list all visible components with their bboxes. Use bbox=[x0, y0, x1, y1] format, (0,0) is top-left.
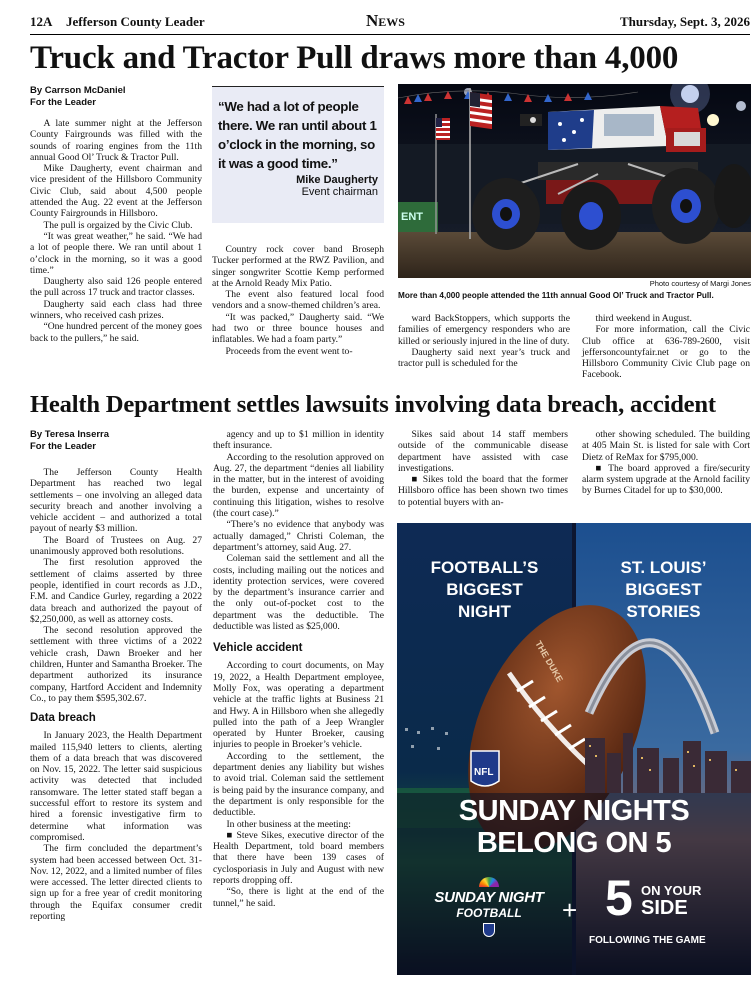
ad-right-line-2: BIGGEST bbox=[625, 580, 702, 599]
paragraph: The first resolution approved the settlement of claims asserted by three people, identified in court records as J.D., F.M. and Candice Gurley, regarding a 2022 data breach and authorized the payout of $2,250,000, as well as attorney costs. bbox=[30, 557, 202, 625]
paragraph: “One hundred percent of the money goes back to the pullers,” he said. bbox=[30, 321, 202, 344]
story2-column-1 bbox=[30, 429, 202, 922]
nfl-icon bbox=[483, 923, 495, 937]
story1-headline: Truck and Tractor Pull draws more than 4,000 bbox=[30, 40, 679, 76]
ad-left-headline bbox=[397, 557, 572, 623]
ad-left-line-1: FOOTBALL’S bbox=[430, 558, 539, 577]
paragraph: Coleman said the settlement and all the costs, including mailing out the notices and identity protection services, were covered by the department’s insurance carrier and the only out-of-pocket cost to the department was the deductible. The deductible was listed as $25,000. bbox=[213, 553, 384, 633]
pull-quote-title: Event chairman bbox=[301, 186, 378, 198]
story2-column-2-text bbox=[213, 429, 384, 632]
byline-author: By Teresa Inserra bbox=[30, 429, 110, 440]
paragraph: “There’s no evidence that anybody was actually damaged,” Christi Coleman, the department’s attorney, said Aug. 27. bbox=[213, 519, 384, 553]
on-your-text: ON YOUR bbox=[641, 883, 702, 898]
side-text: SIDE bbox=[641, 897, 688, 919]
paragraph: ward BackStoppers, which supports the families of emergency responders who are killed or seriously injured in the line of duty. bbox=[398, 313, 570, 347]
photo-sign-text: ENT bbox=[401, 211, 423, 223]
paragraph: Proceeds from the event went to- bbox=[225, 345, 353, 357]
ad-tagline-line-1: SUNDAY NIGHTS bbox=[458, 795, 690, 827]
subhead-vehicle-accident: Vehicle accident bbox=[213, 642, 303, 655]
paragraph: other showing scheduled. The building at 405 Main St. is listed for sale with Cort Dietz of ReMax for $795,000. bbox=[582, 429, 750, 463]
story1-column-2 bbox=[212, 244, 384, 357]
snf-logo-line-2: FOOTBALL bbox=[456, 906, 522, 920]
paragraph: The event also featured local food vendors and a snow-themed children’s area. bbox=[212, 289, 384, 312]
story2-column-1-text-b bbox=[30, 730, 202, 922]
paragraph: The pull is orgaized by the Civic Club. bbox=[43, 219, 193, 231]
paragraph: Daugherty also said 126 people entered the pull across 17 truck and tractor classes. bbox=[30, 276, 202, 299]
channel-five: 5 bbox=[605, 870, 633, 926]
paragraph: The Jefferson County Health Department has reached two legal settlements – one involving an alleged data security breach and another involving a vehicle accident – and authorized a total payout of nearly $3 million. bbox=[30, 467, 202, 535]
ad-tagline bbox=[397, 795, 751, 859]
monster-truck-photo bbox=[398, 84, 751, 278]
paper-name: Jefferson County Leader bbox=[66, 14, 205, 29]
photo-credit: Photo courtesy of Margi Jones bbox=[649, 279, 751, 288]
snf-logo bbox=[429, 877, 549, 937]
paragraph: “It was great weather,” he said. “We had a lot of people there. We ran until about 1 o’clock in the morning, so it was a good time.” bbox=[30, 230, 202, 276]
ball-text: THE DUKE bbox=[533, 639, 565, 684]
paragraph: The Board of Trustees on Aug. 27 unanimously approved both resolutions. bbox=[30, 534, 202, 558]
ad-right-line-1: ST. LOUIS’ bbox=[620, 558, 707, 577]
issue-date: Thursday, Sept. 3, 2026 bbox=[619, 14, 750, 29]
paragraph: “So, there is light at the end of the tunnel,” he said. bbox=[213, 886, 384, 909]
paragraph: “It was packed,” Daugherty said. “We had two or three bounce houses and inflatables. We had a foam party.” bbox=[212, 311, 384, 346]
byline-org: For the Leader bbox=[30, 97, 96, 108]
snf-logo-line-1: SUNDAY NIGHT bbox=[434, 889, 544, 906]
byline-org: For the Leader bbox=[30, 441, 96, 452]
paragraph: According to court documents, on May 19, 2022, a Health Department employee, Molly Fox, was operating a department vehicle at the traffic lights at Business 21 and Hwy. A in Hillsboro when she allegedly pulled into the path of a Jeep Wrangler operated by Hunter Broeker, causing injuries to people in Broeker’s vehicle. bbox=[213, 660, 384, 751]
paragraph: Daugherty said each class had three winners, who received cash prizes. bbox=[30, 298, 202, 322]
monster-truck-image bbox=[398, 84, 751, 278]
story1-byline bbox=[30, 85, 202, 109]
story2-headline: Health Department settles lawsuits involving data breach, accident bbox=[30, 391, 716, 418]
ad-plus-sign: + bbox=[562, 895, 578, 925]
paragraph: The second resolution approved the settlement with three victims of a 2022 vehicle crash, Dawn Broeker and her children, Hunter and Samantha Broeker. The department authorized its insurance company, Hartford Accident and Indemnity Co., to pay them $595,302.67. bbox=[30, 625, 202, 704]
following-text: FOLLOWING THE GAME bbox=[589, 935, 706, 946]
paragraph: ■ The board approved a fire/security alarm system upgrade at the Arnold facility by Burnes Citadel for up to $30,000. bbox=[582, 462, 750, 497]
story2-column-2 bbox=[213, 429, 384, 909]
byline-author: By Carrson McDaniel bbox=[30, 85, 126, 96]
pull-quote bbox=[212, 86, 384, 223]
paragraph: Mike Daugherty, event chairman and vice president of the Hillsboro Community Civic Club, said about 4,500 people attended the Aug. 22 event at the Jefferson County Fairgrounds in Hillsboro. bbox=[30, 163, 202, 220]
story2-column-4 bbox=[582, 429, 750, 497]
paragraph: Country rock cover band Broseph Tucker performed at the RWZ Pavilion, and singer songwriter Scottie Kemp performed at the Arnold Ready Mix Patio. bbox=[212, 244, 384, 289]
ad-right-line-3: STORIES bbox=[626, 602, 701, 621]
story1-column-3 bbox=[398, 313, 570, 369]
subhead-data-breach: Data breach bbox=[30, 712, 96, 725]
ad-left-line-2: BIGGEST bbox=[446, 580, 523, 599]
story1-column-1 bbox=[30, 118, 202, 344]
paragraph: In other business at the meeting: bbox=[226, 818, 351, 830]
paragraph: According to the resolution approved on Aug. 27, the department “denies all liability in the matter, but in the interest of avoiding the burden, expense and uncertainty of continuing this litigation, wishes to resolve (the court case).” bbox=[213, 451, 384, 520]
story2-column-3 bbox=[398, 429, 568, 508]
story2-column-1-text bbox=[30, 467, 202, 704]
ad-right-headline bbox=[576, 557, 751, 623]
paragraph: The firm concluded the department’s system had been accessed between Oct. 31-Nov. 12, 2022, and a limited number of files were accessed. The letter directed clients to sign up for a free year of credit monitoring through the Equifax consumer credit reporting bbox=[30, 843, 202, 922]
pull-quote-text: “We had a lot of people there. We ran until about 1 o’clock in the morning, so it was a good time.” bbox=[218, 99, 377, 171]
paragraph: Sikes said about 14 staff members outside of the communicable disease department have assisted with case investigations. bbox=[398, 429, 568, 474]
page-number: 12A bbox=[30, 14, 53, 29]
paragraph: agency and up to $1 million in identity theft insurance. bbox=[213, 429, 384, 452]
nfl-shield-text: NFL bbox=[474, 767, 494, 778]
paragraph: ■ Steve Sikes, executive director of the Health Department, told board members that there have been 139 cases of cyclosporiasis in July and August with new reports dropping off. bbox=[213, 829, 384, 886]
paragraph: According to the settlement, the department denies any liability but wishes to avoid trial. Coleman said the settlement is being paid by the insurance company, and the department is only responsible for the deductible. bbox=[213, 750, 384, 819]
ad-tagline-line-2: BELONG ON 5 bbox=[476, 827, 672, 859]
section-name: News bbox=[366, 11, 405, 30]
paragraph: In January 2023, the Health Department mailed 115,940 letters to clients, alerting them of a data breach that was discovered on Nov. 15, 2022. The letter said suspicious activity was detected that included ransomware. The letter stated staff began a successful effort to restore its system and hired a forensic investigative firm to determine what information was compromised. bbox=[30, 730, 202, 843]
ad-left-line-3: NIGHT bbox=[458, 602, 511, 621]
sunday-night-football-ad bbox=[397, 523, 751, 975]
paragraph: A late summer night at the Jefferson County Fairgrounds was filled with the sounds of roaring engines from the 11th annual Good Ol’ Truck & Tractor Pull. bbox=[30, 118, 202, 163]
photo-caption: More than 4,000 people attended the 11th annual Good Ol’ Truck and Tractor Pull. bbox=[398, 291, 714, 300]
pull-quote-name: Mike Daugherty bbox=[296, 174, 378, 186]
paragraph: third weekend in August. bbox=[595, 313, 692, 324]
masthead bbox=[30, 11, 750, 35]
paragraph: ■ Sikes told the board that the former Hillsboro office has been shown two times to potential buyers with an- bbox=[398, 474, 568, 508]
paragraph: For more information, call the Civic Club office at 636-789-2600, visit jeffersoncountyfair.net or go to the Hillsboro Community Civic Club page on Facebook. bbox=[582, 324, 750, 381]
story1-column-4 bbox=[582, 313, 750, 381]
story2-column-2-text-b bbox=[213, 660, 384, 909]
peacock-icon bbox=[479, 877, 499, 887]
paragraph: Daugherty said next year’s truck and tractor pull is scheduled for the bbox=[398, 346, 570, 370]
